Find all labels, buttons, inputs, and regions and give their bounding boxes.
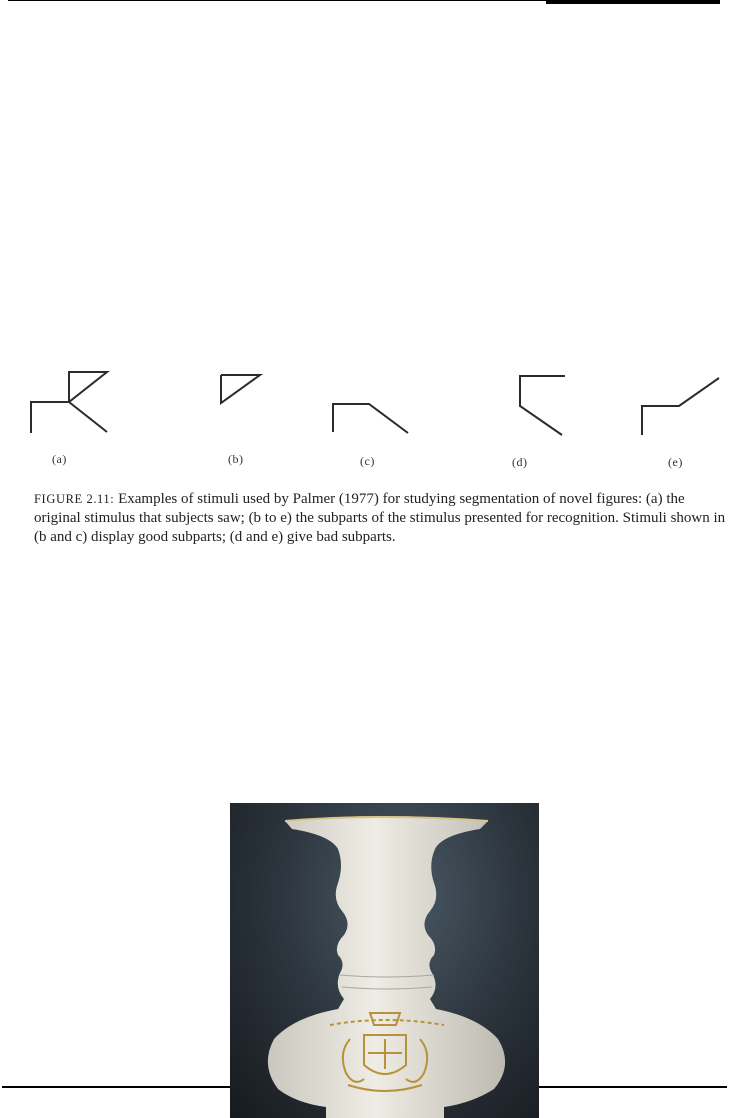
stimulus-b (221, 375, 260, 403)
caption-text: Examples of stimuli used by Palmer (1977) for studying segmentation of novel figures: (a) the original stimulus that subjects saw; (b to e) the subparts of the stimulus presented for recognition. Stimuli shown in (b and c) display good subparts; (d and e) give bad subparts. (34, 491, 726, 545)
panel-label-d: (d) (512, 455, 528, 469)
stimuli-figure (0, 360, 754, 480)
caption-label: FIGURE 2.11: (34, 492, 115, 506)
panel-label-c: (c) (360, 454, 375, 468)
face-vase-image (230, 803, 539, 1118)
stimulus-c (333, 404, 408, 433)
vase-shape (268, 816, 505, 1118)
header-rule-accent (546, 0, 720, 4)
figure-caption (34, 490, 734, 547)
stimulus-d (520, 376, 565, 435)
stimulus-a (31, 372, 107, 433)
stimuli-drawing (0, 360, 754, 480)
vase-photo (230, 803, 539, 1118)
panel-label-b: (b) (228, 452, 244, 466)
footer-rule-left (2, 1086, 230, 1088)
stimulus-e (642, 378, 719, 435)
panel-label-a: (a) (52, 452, 67, 466)
panel-label-e: (e) (668, 455, 683, 469)
footer-rule-right (539, 1086, 727, 1088)
